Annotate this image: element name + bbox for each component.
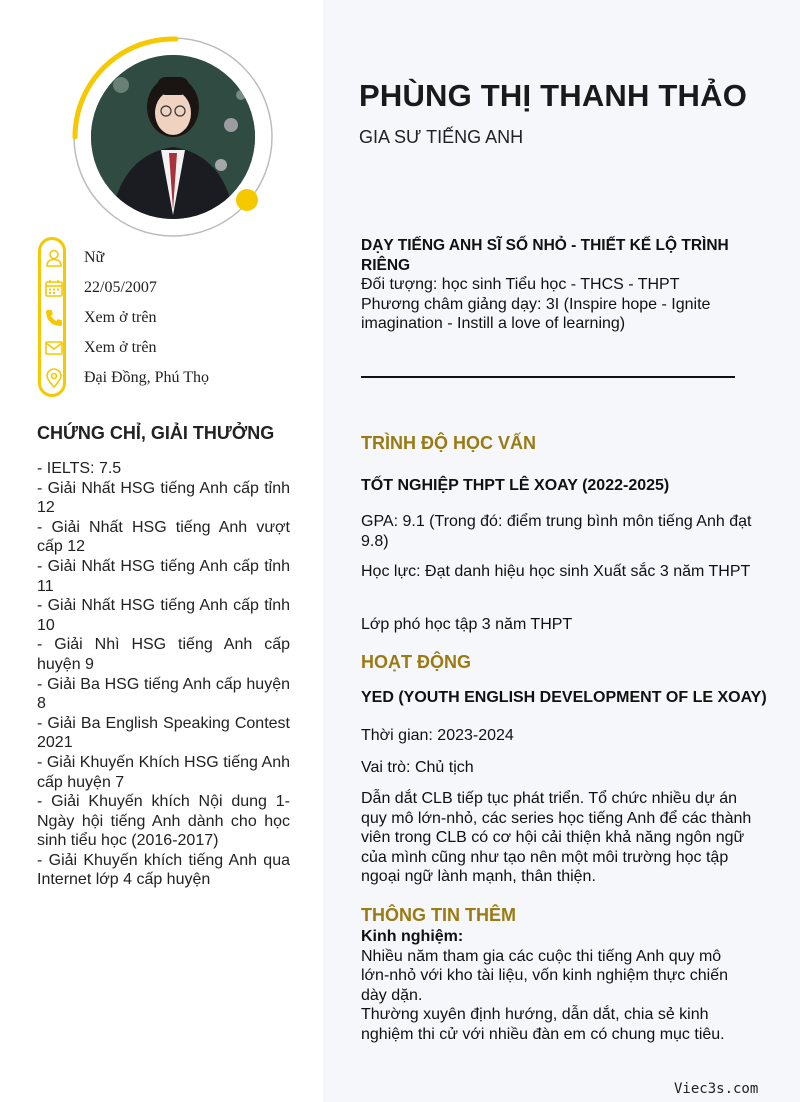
education-gpa: GPA: 9.1 (Trong đó: điểm trung bình môn tiếng Anh đạt 9.8): [361, 513, 752, 550]
experience-label: Kinh nghiệm:: [361, 928, 464, 945]
education-school: TỐT NGHIỆP THPT LÊ XOAY (2022-2025): [361, 477, 670, 494]
experience-line-2: Thường xuyên định hướng, dẫn dắt, chia sẻ kinh nghiệm thi cử với nhiều đàn em có chung mục tiêu.: [361, 1006, 725, 1043]
footer-brand: Viec3s.com: [674, 1081, 759, 1097]
intro-motto: Phương châm giảng dạy: 3I (Inspire hope - Ignite imagination - Instill a love of learning): [361, 295, 711, 333]
certificate-item: - IELTS: 7.5: [37, 460, 122, 477]
job-title: GIA SƯ TIẾNG ANH: [359, 127, 524, 147]
user-icon: [44, 248, 64, 268]
page-title: PHÙNG THỊ THANH THẢO: [359, 78, 748, 113]
activities-description: Dẫn dắt CLB tiếp tục phát triển. Tổ chức nhiều dự án quy mô lớn-nhỏ, các series học tiếng Anh để các thành viên trong CLB có cơ hội cải thiện khả năng ngôn ngữ của mình cũng như tạo nên một môi trường học tập ngoại ngữ lành mạnh, thân thiện.: [361, 790, 752, 886]
location-icon: [44, 368, 64, 388]
certificate-item: - Giải Nhất HSG tiếng Anh cấp tỉnh 12: [37, 479, 290, 517]
avatar: [72, 36, 274, 238]
certificate-item: - Giải Khuyến Khích HSG tiếng Anh cấp huyện 7: [37, 753, 290, 791]
activities-org: YED (YOUTH ENGLISH DEVELOPMENT OF LE XOAY): [361, 689, 767, 706]
contact-address: Đại Đồng, Phú Thọ: [84, 369, 210, 386]
profile-photo-illustration: [91, 55, 255, 219]
certificate-item: - Giải Nhì HSG tiếng Anh cấp huyện 9: [37, 636, 290, 673]
calendar-icon: [44, 278, 64, 298]
certificate-item: - Giải Nhất HSG tiếng Anh cấp tỉnh 11: [37, 557, 290, 595]
education-rank: Học lực: Đạt danh hiệu học sinh Xuất sắc 3 năm THPT: [361, 563, 751, 580]
phone-icon: [44, 308, 64, 328]
certificate-item: - Giải Khuyến khích tiếng Anh qua Internet lớp 4 cấp huyện: [37, 851, 290, 889]
certificates-list: [37, 459, 290, 890]
contact-email: Xem ở trên: [84, 339, 157, 356]
contact-gender: Nữ: [84, 249, 105, 266]
certificate-item: - Giải Ba HSG tiếng Anh cấp huyện 8: [37, 675, 290, 713]
contact-phone: Xem ở trên: [84, 309, 157, 326]
certificate-item: - Giải Nhất HSG tiếng Anh cấp tỉnh 10: [37, 597, 290, 634]
profile-photo: [91, 55, 255, 219]
activities-role: Vai trò: Chủ tịch: [361, 759, 474, 776]
divider: [361, 376, 735, 378]
intro-target: Đối tượng: học sinh Tiểu học - THCS - THPT: [361, 276, 680, 294]
education-position: Lớp phó học tập 3 năm THPT: [361, 616, 573, 633]
contact-birthdate: 22/05/2007: [84, 279, 157, 296]
certificates-heading: CHỨNG CHỈ, GIẢI THƯỞNG: [37, 423, 275, 443]
avatar-accent-dot: [236, 189, 258, 211]
certificate-item: - Giải Nhất HSG tiếng Anh vượt cấp 12: [37, 518, 290, 556]
education-heading: TRÌNH ĐỘ HỌC VẤN: [361, 433, 536, 453]
intro-title: DẠY TIẾNG ANH SĨ SỐ NHỎ - THIẾT KẾ LỘ TRÌNH RIÊNG: [361, 237, 729, 274]
certificate-item: - Giải Khuyến khích Nội dung 1- Ngày hội tiếng Anh dành cho học sinh tiểu học (2016-2017): [37, 793, 290, 850]
mail-icon: [44, 338, 64, 358]
extra-heading: THÔNG TIN THÊM: [361, 905, 516, 925]
experience-line-1: Nhiều năm tham gia các cuộc thi tiếng Anh quy mô lớn-nhỏ với kho tài liệu, vốn kinh nghiệm thực chiến dày dặn.: [361, 947, 728, 1004]
certificate-item: - Giải Ba English Speaking Contest 2021: [37, 714, 290, 752]
intro-block: [361, 236, 741, 334]
activities-heading: HOẠT ĐỘNG: [361, 652, 471, 672]
activities-time: Thời gian: 2023-2024: [361, 727, 514, 744]
extra-block: [361, 927, 753, 1045]
